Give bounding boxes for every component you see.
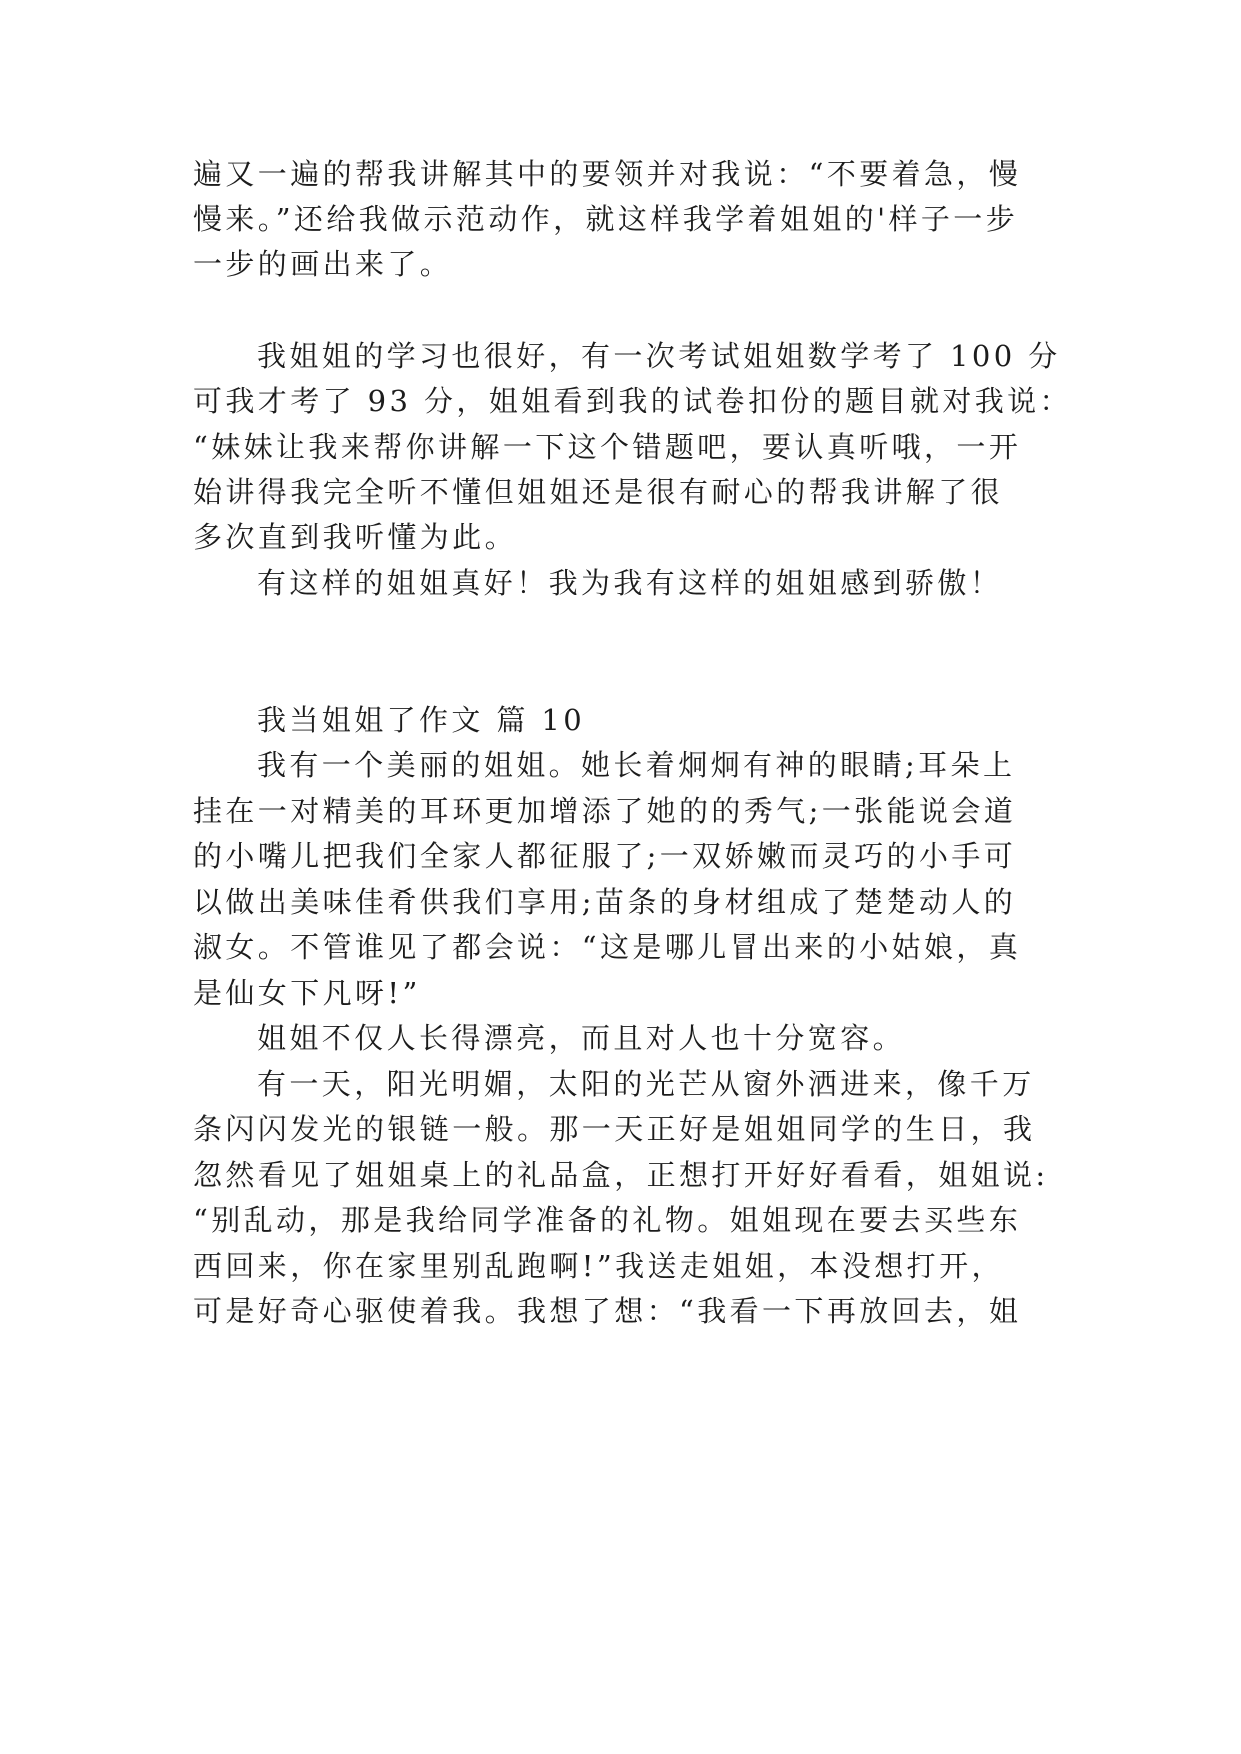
- text-line: 忽然看见了姐姐桌上的礼品盒，正想打开好好看看，姐姐说:: [193, 1158, 1049, 1192]
- text-line: 可我才考了 93 分，姐姐看到我的试卷扣份的题目就对我说：: [193, 384, 1072, 418]
- text-line: 条闪闪发光的银链一般。那一天正好是姐姐同学的生日，我: [193, 1112, 1036, 1146]
- text-line: 慢来。”还给我做示范动作，就这样我学着姐姐的'样子一步: [193, 202, 1019, 236]
- text-line: 多次直到我听懂为此。: [193, 520, 518, 554]
- text-line: “妹妹让我来帮你讲解一下这个错题吧，要认真听哦，一开: [193, 430, 1022, 464]
- section-heading: 我当姐姐了作文 篇 10: [257, 703, 586, 737]
- text-line: 姐姐不仅人长得漂亮，而且对人也十分宽容。: [257, 1021, 906, 1055]
- text-line: “别乱动，那是我给同学准备的礼物。姐姐现在要去买些东: [193, 1203, 1022, 1237]
- text-line: 淑女。不管谁见了都会说：“这是哪儿冒出来的小姑娘，真: [193, 930, 1022, 964]
- text-line: 西回来，你在家里别乱跑啊!”我送走姐姐，本没想打开，: [193, 1249, 1004, 1283]
- text-line: 遍又一遍的帮我讲解其中的要领并对我说：“不要着急，慢: [193, 157, 1022, 191]
- text-line: 可是好奇心驱使着我。我想了想：“我看一下再放回去，姐: [193, 1294, 1022, 1328]
- text-line: 挂在一对精美的耳环更加增添了她的的秀气;一张能说会道: [193, 794, 1017, 828]
- text-line: 我姐姐的学习也很好，有一次考试姐姐数学考了 100 分: [257, 339, 1061, 373]
- text-line: 始讲得我完全听不懂但姐姐还是很有耐心的帮我讲解了很: [193, 475, 1004, 509]
- text-line: 是仙女下凡呀!”: [193, 976, 421, 1010]
- text-line: 以做出美味佳肴供我们享用;苗条的身材组成了楚楚动人的: [193, 885, 1017, 919]
- text-line: 的小嘴儿把我们全家人都征服了;一双娇嫩而灵巧的小手可: [193, 839, 1017, 873]
- text-line: 我有一个美丽的姐姐。她长着炯炯有神的眼睛;耳朵上: [257, 748, 1016, 782]
- text-line: 有一天，阳光明媚，太阳的光芒从窗外洒进来，像千万: [257, 1067, 1035, 1101]
- text-line: 有这样的姐姐真好！我为我有这样的姐姐感到骄傲！: [257, 566, 1003, 600]
- text-line: 一步的画出来了。: [193, 247, 453, 281]
